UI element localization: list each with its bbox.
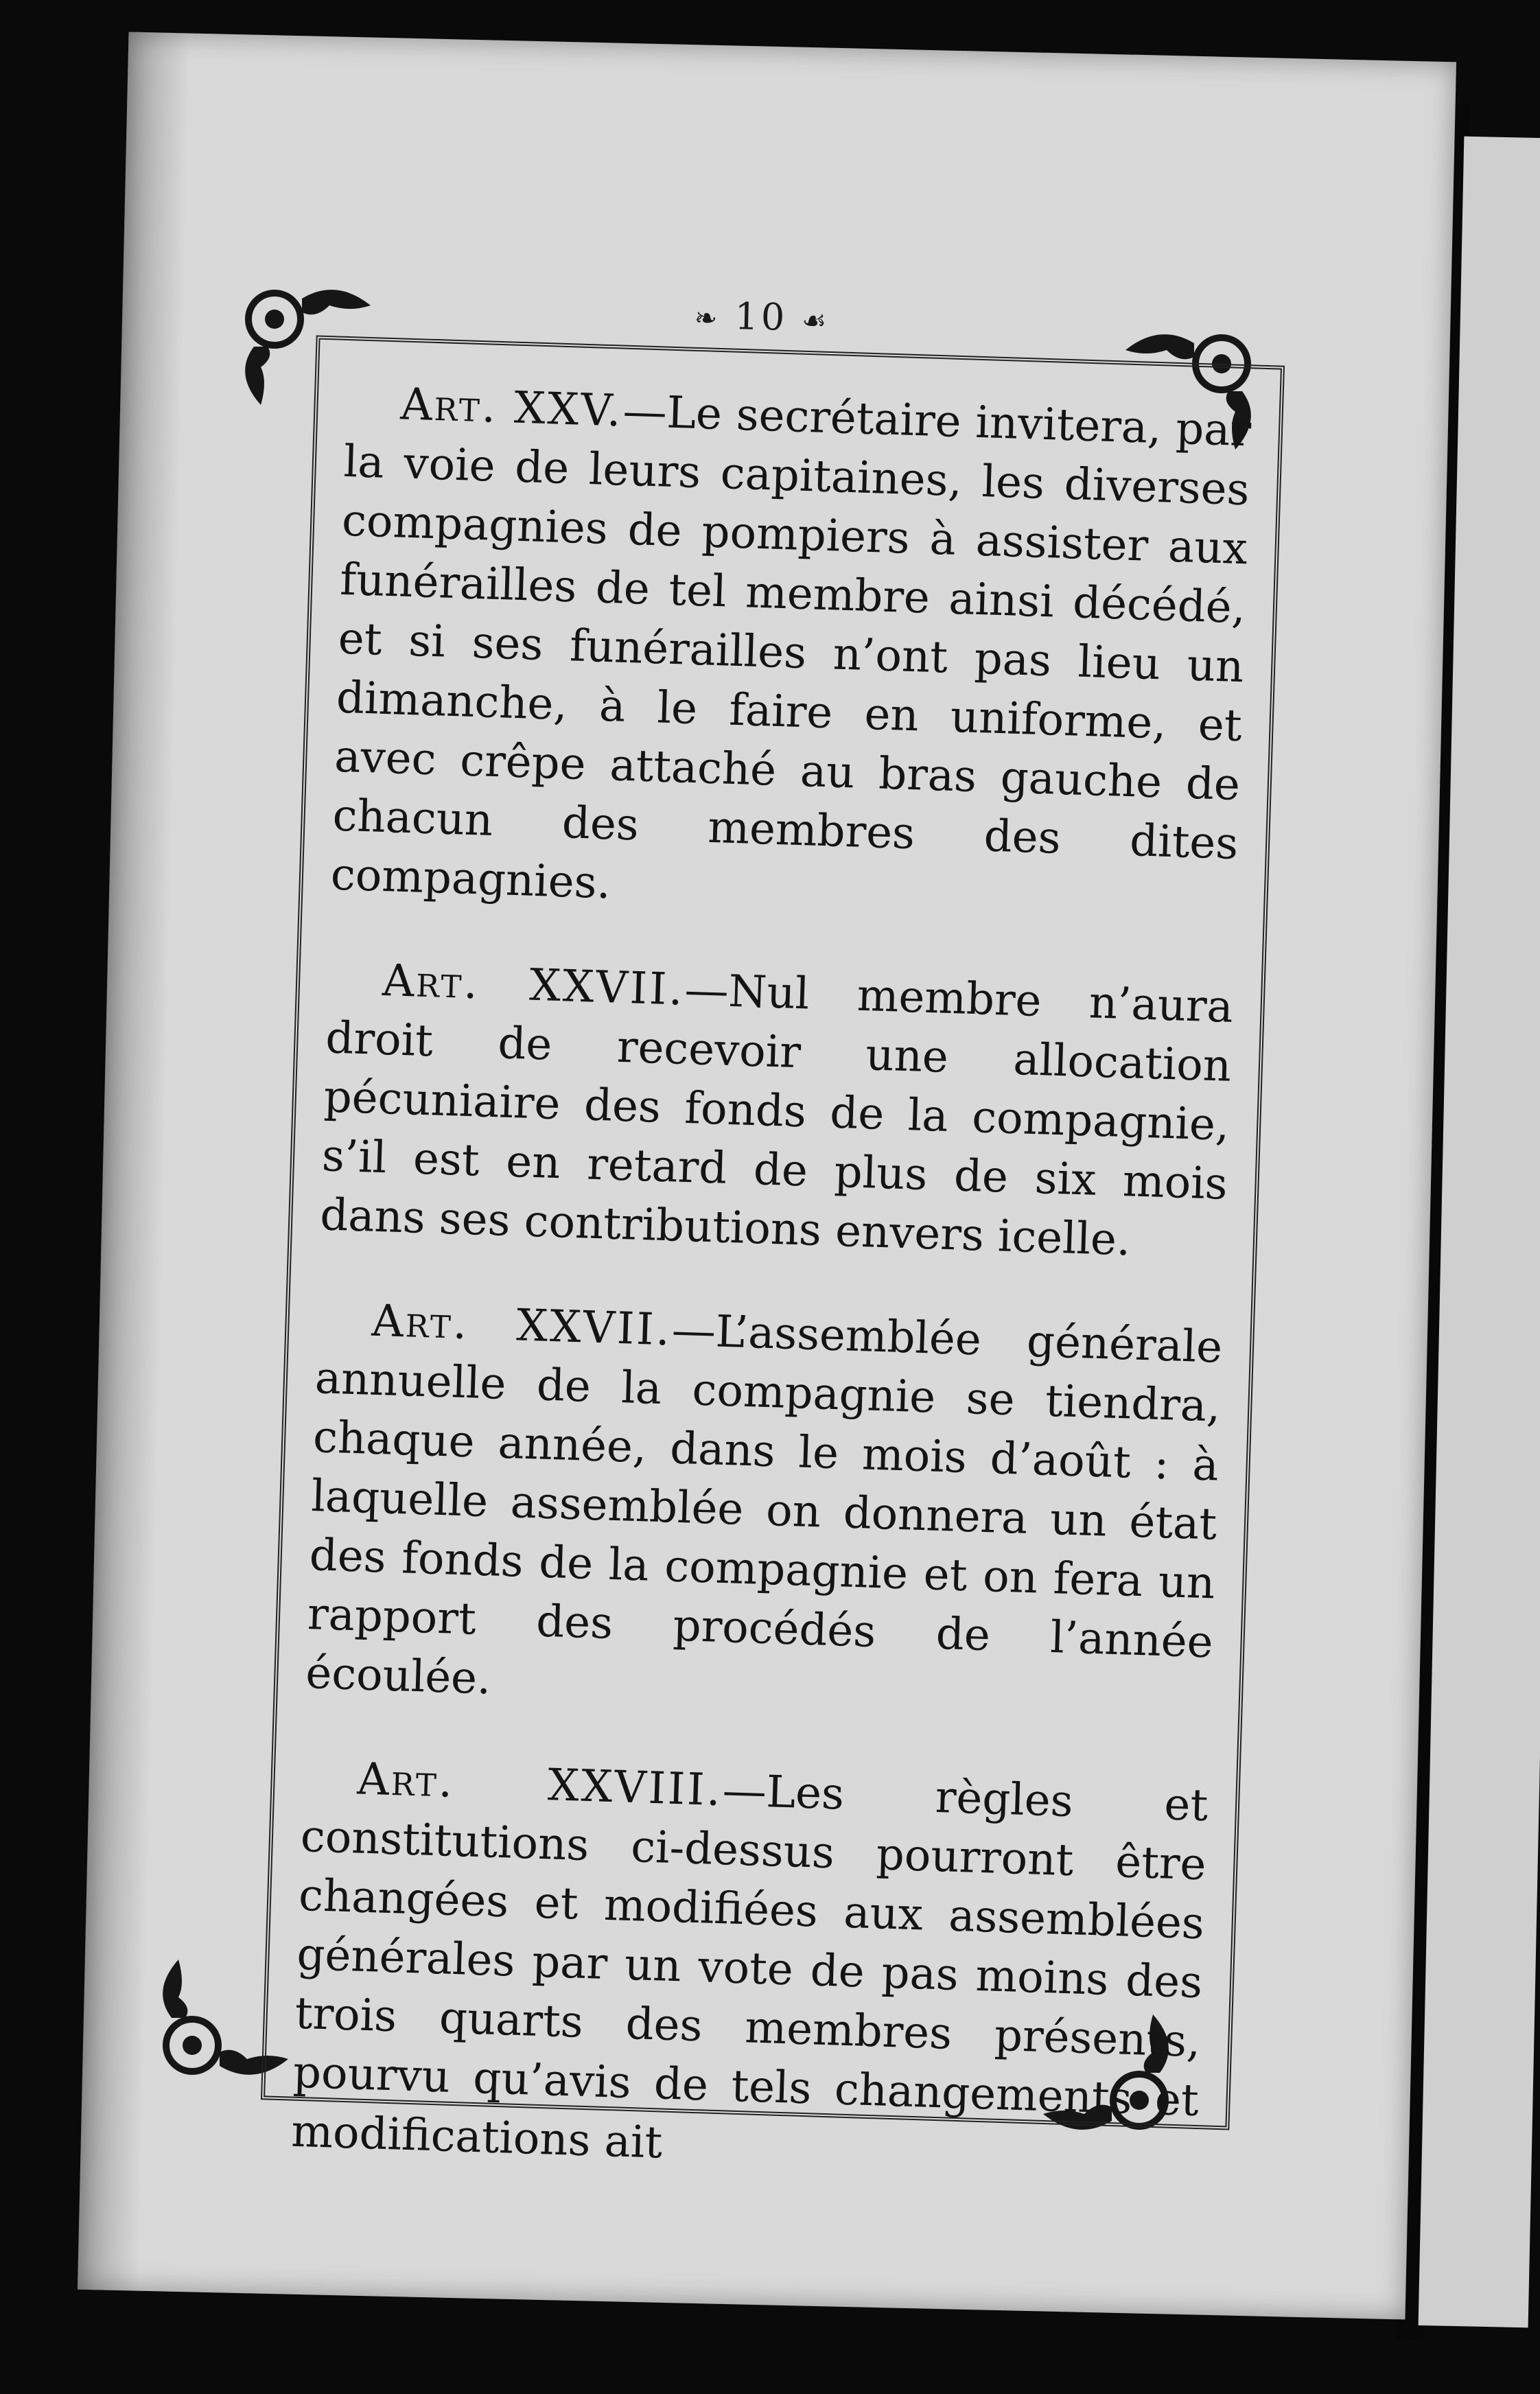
article-list (289, 373, 1252, 2235)
article-text: —Nul membre n’aura droit de recevoir une allocation pécuniaire des fonds de la compagnie, s’il est en retard de plus de six mois dans ses contributions envers icelle. (319, 964, 1234, 1266)
article-text: —L’assemblée générale annuelle de la compagnie se tiendra, chaque année, dans le mois d’août : à laquelle assemblée on donnera un état des fonds de la compagnie et on fera un rapport des procédés de l’année écoulée. (305, 1305, 1224, 1705)
article-xxvii-b (305, 1290, 1223, 1731)
right-ornament-icon: ☙ (801, 305, 830, 338)
article-text: —Le secrétaire invitera, par la voie de leurs capitaines, les diverses compagnies de pompiers à assister aux funérailles de tel membre ainsi décédé, et si ses funérailles n’ont pas lieu un dimanche, à le faire en uniforme, et avec crêpe attaché au bras gauche de chacun des membres des dites compagnies. (329, 386, 1252, 909)
article-label: Art. XXVII. (382, 955, 686, 1016)
article-text: —Les règles et constitutions ci-dessus pourront être changées et modifiées aux assemblées générales par un vote de pas moins des trois quarts des membres présents, pourvu qu’avis de tels changements et modifications ait (290, 1765, 1209, 2169)
article-label: Art. XXVII. (371, 1295, 673, 1356)
article-label: Art. XXVIII. (356, 1754, 723, 1817)
article-xxvii-a (319, 949, 1234, 1272)
left-ornament-icon: ❧ (694, 302, 721, 335)
article-xxv (330, 373, 1252, 933)
page-number (644, 292, 879, 346)
page-number-text: 10 (734, 294, 788, 339)
text-frame (261, 335, 1285, 2169)
article-label: Art. XXV. (399, 379, 624, 437)
article-xxviii (290, 1748, 1209, 2189)
